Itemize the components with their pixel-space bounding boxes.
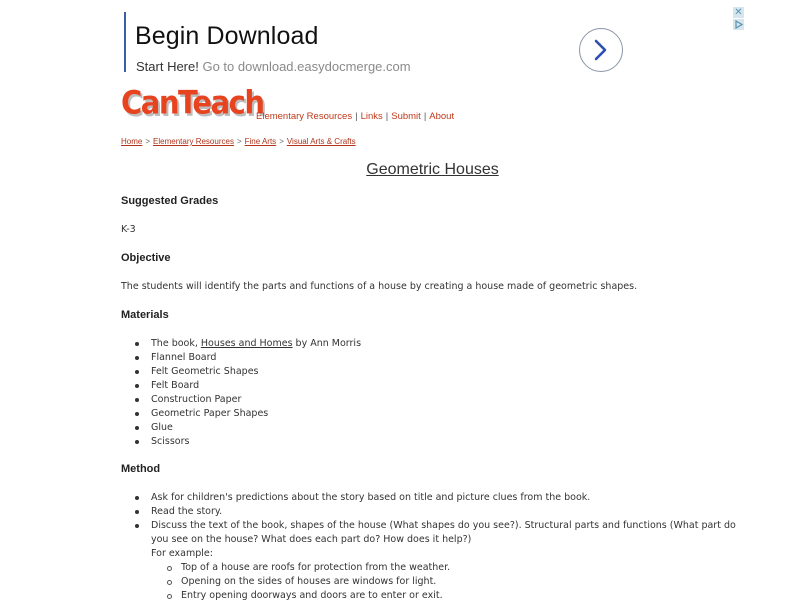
list-item: Entry opening doorways and doors are to enter or exit.: [151, 589, 761, 603]
objective-text: The students will identify the parts and functions of a house by creating a house made of geometric shapes.: [121, 281, 638, 292]
breadcrumb-visual-arts-crafts[interactable]: Visual Arts & Crafts: [286, 137, 356, 146]
nav-separator: |: [355, 111, 358, 122]
ad-arrow-button[interactable]: [579, 28, 623, 72]
list-item: Glue: [121, 421, 361, 435]
nav-separator: |: [423, 111, 427, 122]
heading-method: Method: [121, 463, 161, 475]
breadcrumb-separator: >: [279, 137, 284, 146]
list-item: Geometric Paper Shapes: [121, 407, 361, 421]
list-item: [121, 337, 361, 351]
nav-separator: |: [385, 111, 389, 122]
list-item: Felt Board: [121, 379, 361, 393]
breadcrumb-separator: >: [236, 137, 242, 146]
book-title-link[interactable]: Houses and Homes: [200, 338, 293, 349]
list-item: Opening on the sides of houses are windows for light.: [151, 575, 761, 589]
list-item: Read the story.: [121, 505, 761, 519]
book-prefix: The book,: [151, 338, 201, 349]
breadcrumb-separator: >: [145, 137, 151, 146]
examples-list: [151, 561, 761, 603]
nav-links[interactable]: Links: [360, 111, 383, 122]
nav-about[interactable]: About: [429, 111, 455, 122]
materials-list: [121, 337, 361, 449]
breadcrumb: [121, 137, 356, 146]
list-item: Felt Geometric Shapes: [121, 365, 361, 379]
ad-close-icon[interactable]: ✕: [734, 7, 743, 18]
list-item: Ask for children's predictions about the story based on title and picture clues from the book.: [121, 491, 761, 505]
heading-materials: Materials: [121, 309, 169, 321]
nav-elementary-resources[interactable]: Elementary Resources: [256, 111, 353, 122]
ad-sub-text: Go to download.easydocmerge.com: [198, 59, 411, 74]
book-suffix: by Ann Morris: [292, 338, 362, 349]
list-item: [121, 519, 761, 603]
top-nav: [256, 111, 454, 122]
breadcrumb-elementary-resources[interactable]: Elementary Resources: [153, 137, 234, 146]
method-step-text: Discuss the text of the book, shapes of the house (What shapes do you see?). Structural parts and functions (What part do you see on the house? What does each part do? How does it help?): [151, 520, 736, 545]
list-item: Top of a house are roofs for protection from the weather.: [151, 561, 761, 575]
ad-title[interactable]: Begin Download: [135, 22, 319, 50]
grades-value: K-3: [121, 224, 136, 235]
breadcrumb-home[interactable]: Home: [121, 137, 143, 146]
chevron-right-icon: [592, 39, 610, 61]
canteach-logo[interactable]: CanTeach: [121, 84, 264, 122]
heading-suggested-grades: Suggested Grades: [121, 195, 219, 207]
ad-subtitle[interactable]: [136, 59, 411, 74]
list-item: Scissors: [121, 435, 361, 449]
breadcrumb-fine-arts[interactable]: Fine Arts: [244, 137, 277, 146]
list-item: Construction Paper: [121, 393, 361, 407]
ad-banner[interactable]: [124, 10, 644, 72]
heading-objective: Objective: [121, 252, 171, 264]
example-label: For example:: [151, 548, 213, 559]
list-item: Flannel Board: [121, 351, 361, 365]
method-list: [121, 491, 761, 603]
ad-sub-bold: Start Here!: [136, 59, 199, 74]
nav-submit[interactable]: Submit: [391, 111, 421, 122]
page-title: Geometric Houses: [366, 161, 499, 178]
ad-accent-bar: [124, 12, 126, 72]
ad-choices-icon[interactable]: [733, 19, 744, 30]
